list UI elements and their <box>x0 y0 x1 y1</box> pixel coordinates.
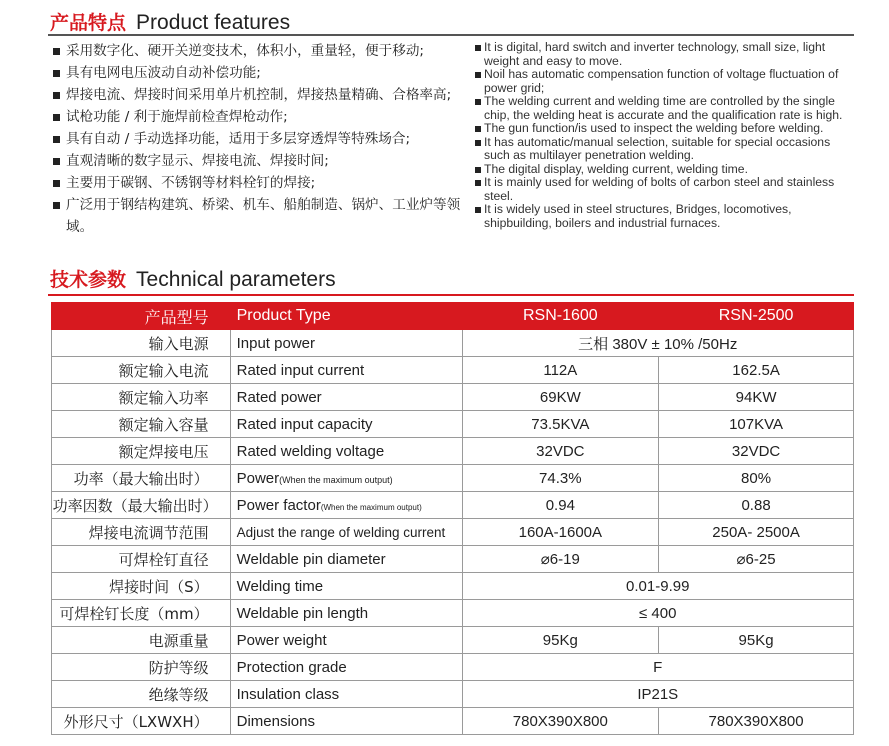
table-row <box>52 357 854 384</box>
row-label-zh: 可焊栓钉直径 <box>52 546 231 573</box>
list-item: It is mainly used for welding of bolts of carbon steel and stainless steel. <box>474 176 856 203</box>
table-row <box>52 573 854 600</box>
list-item: 具有电网电压波动自动补偿功能; <box>52 62 464 84</box>
table-row <box>52 384 854 411</box>
row-label-en-main: Power factor <box>236 496 321 514</box>
row-value-merged: IP21S <box>462 681 854 708</box>
table-row <box>52 465 854 492</box>
list-item: Noil has automatic compensation function of voltage fluctuation of power grid; <box>474 68 856 95</box>
row-label-zh: 额定输入容量 <box>52 411 231 438</box>
features-title-en: Product features <box>136 11 291 34</box>
row-label-zh: 焊接电流调节范围 <box>52 519 231 546</box>
row-value-merged: F <box>462 654 854 681</box>
row-value-model-2: 80% <box>659 465 854 492</box>
row-label-en: Dimensions <box>230 708 462 735</box>
row-label-zh: 可焊栓钉长度（mm） <box>52 600 231 627</box>
row-value-model-1: 74.3% <box>462 465 659 492</box>
row-value-merged: 0.01-9.99 <box>462 573 854 600</box>
header-model-1: RSN-1600 <box>462 303 659 330</box>
params-title-zh: 技术参数 <box>50 269 127 291</box>
row-label-zh: 绝缘等级 <box>52 681 231 708</box>
row-label-en-note: (When the maximum output) <box>320 502 422 512</box>
row-label-en: Rated power <box>230 384 462 411</box>
row-label-en: Power weight <box>230 627 462 654</box>
header-product-type-en: Product Type <box>230 303 462 330</box>
row-label-zh: 额定输入电流 <box>52 357 231 384</box>
header-product-type-zh: 产品型号 <box>52 303 231 330</box>
row-value-model-1: 0.94 <box>462 492 659 519</box>
list-item: 焊接电流、焊接时间采用单片机控制，焊接热量精确、合格率高; <box>52 84 464 106</box>
list-item: It is widely used in steel structures, Bridges, locomotives, shipbuilding, boilers and industrial furnaces. <box>474 203 856 230</box>
table-row <box>52 654 854 681</box>
table-row <box>52 627 854 654</box>
row-label-en <box>230 492 462 519</box>
row-value-model-1: 73.5KVA <box>462 411 659 438</box>
row-value-model-1: 32VDC <box>462 438 659 465</box>
features-divider <box>48 34 854 36</box>
features-list-en <box>474 41 856 230</box>
list-item: 直观清晰的数字显示、焊接电流、焊接时间; <box>52 150 464 172</box>
list-item: 具有自动 / 手动选择功能，适用于多层穿透焊等特殊场合; <box>52 128 464 150</box>
list-item: The welding current and welding time are controlled by the single chip, the welding heat is accurate and the qualification rate is high. <box>474 95 856 122</box>
table-row <box>52 546 854 573</box>
list-item: The gun function/is used to inspect the welding before welding. <box>474 122 856 136</box>
list-item: 广泛用于钢结构建筑、桥梁、机车、船舶制造、锅炉、工业炉等领域。 <box>52 194 464 238</box>
row-label-zh: 功率因数（最大输出时） <box>52 492 231 519</box>
row-label-en: Weldable pin diameter <box>230 546 462 573</box>
table-row <box>52 600 854 627</box>
row-value-model-1: 160A-1600A <box>462 519 659 546</box>
row-label-en: Adjust the range of welding current <box>230 519 462 546</box>
table-row <box>52 681 854 708</box>
row-value-model-1: 69KW <box>462 384 659 411</box>
row-value-merged: 三相 380V ± 10% /50Hz <box>462 330 854 357</box>
row-value-model-2: 250A- 2500A <box>659 519 854 546</box>
row-label-en: Protection grade <box>230 654 462 681</box>
row-label-zh: 额定焊接电压 <box>52 438 231 465</box>
row-label-zh: 焊接时间（S） <box>52 573 231 600</box>
row-value-model-2: 162.5A <box>659 357 854 384</box>
list-item: It is digital, hard switch and inverter technology, small size, light weight and easy to move. <box>474 41 856 68</box>
row-label-zh: 额定输入功率 <box>52 384 231 411</box>
row-label-en-main: Power <box>236 469 280 487</box>
features-heading <box>50 8 290 35</box>
params-title-en: Technical parameters <box>136 268 336 291</box>
table-row <box>52 438 854 465</box>
table-row <box>52 492 854 519</box>
table-row <box>52 330 854 357</box>
list-item: 主要用于碳钢、不锈钢等材料栓钉的焊接; <box>52 172 464 194</box>
features-title-zh: 产品特点 <box>50 12 127 34</box>
row-value-model-1: 95Kg <box>462 627 659 654</box>
row-label-zh: 外形尺寸（LXWXH） <box>52 708 231 735</box>
table-header-row <box>52 303 854 330</box>
row-label-en: Rated welding voltage <box>230 438 462 465</box>
table-row <box>52 411 854 438</box>
row-label-zh: 防护等级 <box>52 654 231 681</box>
table-row <box>52 519 854 546</box>
row-value-model-2: 780X390X800 <box>659 708 854 735</box>
row-label-en: Input power <box>230 330 462 357</box>
list-item: It has automatic/manual selection, suitable for special occasions such as multilayer penetration welding. <box>474 136 856 163</box>
table-row <box>52 708 854 735</box>
list-item: 采用数字化、硬开关逆变技术，体积小，重量轻，便于移动; <box>52 40 464 62</box>
row-value-model-2: ⌀6-25 <box>659 546 854 573</box>
params-divider <box>48 294 854 296</box>
list-item: The digital display, welding current, welding time. <box>474 163 856 177</box>
params-heading <box>50 265 336 292</box>
row-label-en: Rated input current <box>230 357 462 384</box>
row-label-en-note: (When the maximum output) <box>279 474 393 485</box>
row-label-en: Weldable pin length <box>230 600 462 627</box>
row-label-en: Welding time <box>230 573 462 600</box>
params-table <box>51 302 854 735</box>
row-label-zh: 电源重量 <box>52 627 231 654</box>
row-label-zh: 输入电源 <box>52 330 231 357</box>
row-value-model-1: 112A <box>462 357 659 384</box>
row-value-model-2: 0.88 <box>659 492 854 519</box>
row-label-zh: 功率（最大输出时） <box>52 465 231 492</box>
row-label-en: Insulation class <box>230 681 462 708</box>
row-value-model-1: ⌀6-19 <box>462 546 659 573</box>
list-item: 试枪功能 / 利于施焊前检查焊枪动作; <box>52 106 464 128</box>
features-list-zh <box>52 40 464 238</box>
row-value-model-2: 107KVA <box>659 411 854 438</box>
row-value-model-1: 780X390X800 <box>462 708 659 735</box>
row-label-en: Rated input capacity <box>230 411 462 438</box>
row-label-en <box>230 465 462 492</box>
row-value-model-2: 32VDC <box>659 438 854 465</box>
row-value-merged: ≤ 400 <box>462 600 854 627</box>
header-model-2: RSN-2500 <box>659 303 854 330</box>
row-value-model-2: 94KW <box>659 384 854 411</box>
row-value-model-2: 95Kg <box>659 627 854 654</box>
